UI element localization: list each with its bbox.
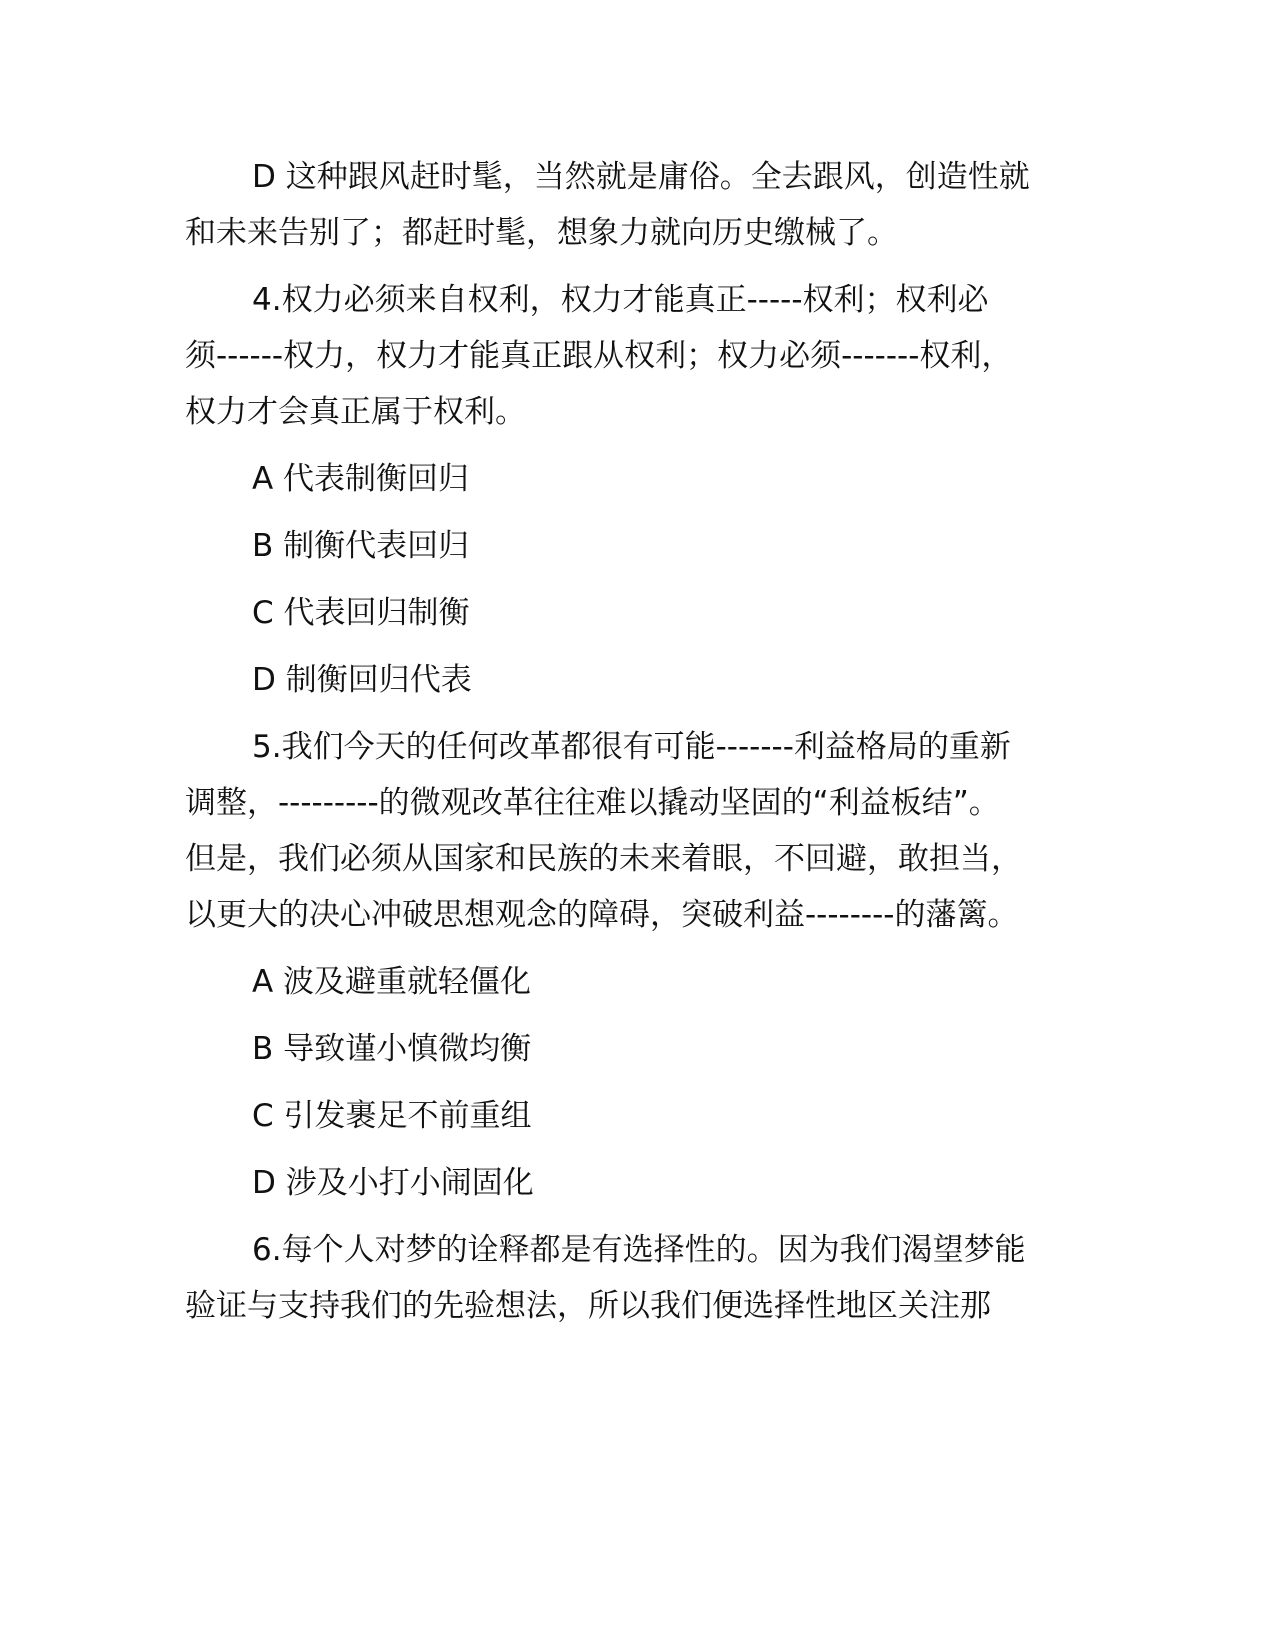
q3-option-d-line2: 和未来告别了；都赶时髦，想象力就向历史缴械了。	[185, 215, 898, 251]
q5-option-a: A 波及避重就轻僵化	[252, 964, 532, 1000]
q4-stem-line3: 权力才会真正属于权利。	[185, 394, 526, 430]
q5-stem-line4: 以更大的决心冲破思想观念的障碍，突破利益--------的藩篱。	[185, 897, 1019, 933]
q4-option-b: B 制衡代表回归	[252, 528, 470, 564]
q5-option-d: D 涉及小打小闹固化	[252, 1165, 534, 1201]
q4-option-a: A 代表制衡回归	[252, 461, 470, 497]
q4-option-c: C 代表回归制衡	[252, 595, 470, 631]
q5-option-b: B 导致谨小慎微均衡	[252, 1031, 532, 1067]
q4-stem-line2: 须------权力，权力才能真正跟从权利；权力必须-------权利，	[185, 338, 1013, 374]
q4-stem-line1: 4.权力必须来自权利，权力才能真正-----权利；权利必	[252, 282, 989, 318]
q6-stem-line1: 6.每个人对梦的诠释都是有选择性的。因为我们渴望梦能	[252, 1232, 1026, 1268]
q5-stem-line3: 但是，我们必须从国家和民族的未来着眼，不回避，敢担当，	[185, 841, 1022, 877]
q3-option-d-line1: D 这种跟风赶时髦，当然就是庸俗。全去跟风，创造性就	[252, 159, 1030, 195]
q4-option-d: D 制衡回归代表	[252, 662, 472, 698]
q5-stem-line2: 调整，---------的微观改革往往难以撬动坚固的“利益板结”。	[185, 785, 1000, 821]
q5-stem-line1: 5.我们今天的任何改革都很有可能-------利益格局的重新	[252, 729, 1011, 765]
q5-option-c: C 引发裹足不前重组	[252, 1098, 532, 1134]
q6-stem-line2: 验证与支持我们的先验想法，所以我们便选择性地区关注那	[185, 1288, 991, 1324]
